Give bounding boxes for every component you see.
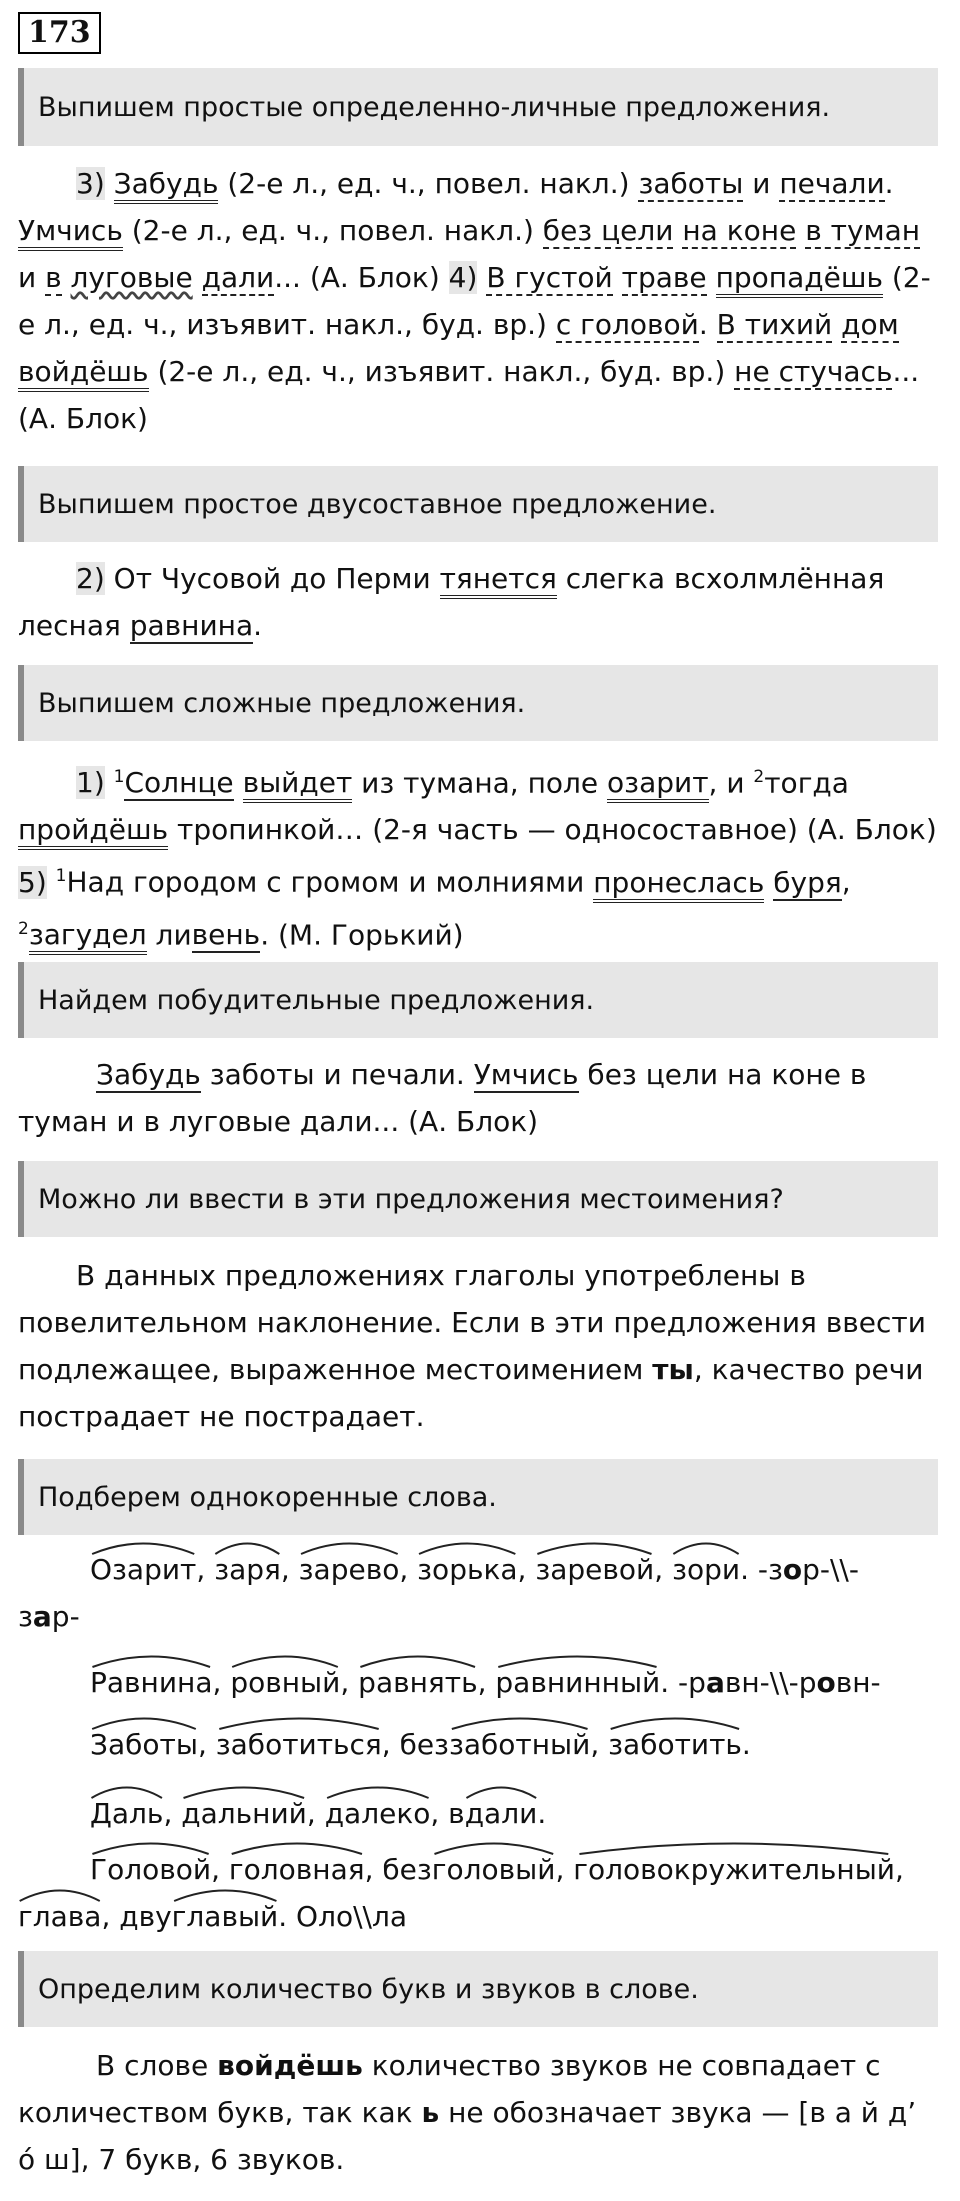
text: , xyxy=(163,1797,182,1830)
adverbial: с головой xyxy=(555,308,699,341)
number-marker: 1) xyxy=(76,766,105,800)
root-arc-icon xyxy=(214,1539,281,1555)
root-vowel: а xyxy=(705,1666,725,1699)
root-word: головый xyxy=(432,1853,556,1886)
clause-index: 1 xyxy=(113,767,125,787)
root-arc-icon xyxy=(229,1839,365,1855)
target-word: войдёшь xyxy=(217,2049,363,2082)
predicate: тянется xyxy=(440,562,557,599)
adverbial: В густой xyxy=(486,261,613,294)
text: . Оло\\ла xyxy=(278,1900,408,1933)
text: , xyxy=(590,1728,609,1761)
task-number: 173 xyxy=(18,12,101,54)
text: , xyxy=(517,1553,536,1586)
clause-index: 2 xyxy=(753,767,765,787)
root-arc-icon xyxy=(417,1539,517,1555)
text xyxy=(796,214,805,247)
text: ли xyxy=(155,917,192,951)
predicate: пронеслась xyxy=(593,866,764,903)
text: , дву xyxy=(101,1900,172,1933)
text: з xyxy=(18,1600,33,1633)
text: , xyxy=(211,1853,229,1886)
text: ... (А. Блок) xyxy=(274,261,449,294)
root-word: Равнина xyxy=(90,1666,213,1699)
text: р- xyxy=(51,1600,80,1633)
text xyxy=(613,261,622,294)
clause-index: 2 xyxy=(18,918,29,939)
adverbial: дали xyxy=(201,261,275,294)
root-arc-icon xyxy=(172,1886,279,1902)
subject: вень xyxy=(191,917,261,951)
text: . xyxy=(698,308,717,341)
text xyxy=(47,866,56,899)
attribute: луговые xyxy=(70,261,193,294)
text: и xyxy=(743,167,780,200)
adverbial: в туман xyxy=(805,214,921,247)
root-arc-icon xyxy=(90,1714,198,1730)
predicate: озарит xyxy=(607,766,708,803)
text: , xyxy=(306,1797,325,1830)
root-arc-icon xyxy=(181,1783,307,1799)
grammar-note: (2-е л., ед. ч., повел. накл.) xyxy=(122,214,543,247)
section-heading-7 xyxy=(18,1951,938,2027)
root-arc-icon xyxy=(495,1652,660,1668)
text xyxy=(764,866,773,899)
text: , качество речи пострадает не пострадает. xyxy=(18,1353,924,1433)
text: . xyxy=(253,609,263,642)
heading-text: Подберем однокоренные слова. xyxy=(38,1481,497,1513)
text: . (М. Горький) xyxy=(260,917,464,951)
text: . xyxy=(741,1728,751,1761)
predicate: выйдет xyxy=(243,766,353,803)
text: , xyxy=(340,1666,359,1699)
text: , xyxy=(196,1553,215,1586)
text: количество звуков не совпадает с количеством букв, так как xyxy=(18,2049,881,2129)
root-arc-icon xyxy=(90,1839,211,1855)
paragraph-letters-sounds xyxy=(18,2042,942,2183)
root-arc-icon xyxy=(90,1783,163,1799)
section-heading-5 xyxy=(18,1161,938,1237)
text: , xyxy=(555,1853,574,1886)
root-word: равнять xyxy=(358,1666,477,1699)
text: , xyxy=(477,1666,496,1699)
root-word: заря xyxy=(214,1553,281,1586)
text: , xyxy=(841,865,851,899)
text xyxy=(832,308,841,341)
number-marker: 2) xyxy=(76,562,105,595)
word-line-6 xyxy=(18,1900,407,1933)
subject: буря xyxy=(773,865,842,899)
heading-text: Выпишем простые определенно-личные предложения. xyxy=(38,91,831,123)
object: печали xyxy=(779,167,885,200)
root-arc-icon xyxy=(325,1783,431,1799)
text: не обозначает звука — [в а й д’ о́ ш], 7 букв, 6 звуков. xyxy=(18,2096,917,2176)
text: , в xyxy=(430,1797,465,1830)
predicate: Забудь xyxy=(114,167,219,204)
root-word: глава xyxy=(18,1900,101,1933)
root-arc-icon xyxy=(608,1714,742,1730)
paragraph-definite-personal xyxy=(18,160,942,442)
soft-sign: ь xyxy=(421,2096,440,2129)
text: , и xyxy=(708,766,754,800)
subject: равнина xyxy=(129,609,254,642)
root-arc-icon xyxy=(432,1839,556,1855)
root-vowel: а xyxy=(32,1600,52,1633)
text: ... (А. Блок) xyxy=(18,355,920,435)
section-heading-2 xyxy=(18,466,938,542)
root-vowel: о xyxy=(782,1553,803,1586)
text: , xyxy=(197,1728,216,1761)
grammar-note: (2-е л., ед. ч., изъявит. накл., буд. вр.) xyxy=(148,355,735,388)
predicate: Умчись xyxy=(18,214,123,251)
text: слегка всхолмлённая лесная xyxy=(18,562,885,642)
predicate: пропадёшь xyxy=(716,261,883,298)
heading-text: Найдем побудительные предложения. xyxy=(38,984,595,1016)
root-vowel: о xyxy=(816,1666,836,1699)
adverbial: на коне xyxy=(682,214,797,247)
section-heading-1 xyxy=(18,68,938,146)
root-word: дальний xyxy=(181,1797,307,1830)
root-word: Заботы xyxy=(90,1728,198,1761)
root-arc-icon xyxy=(216,1714,382,1730)
paragraph-imperative xyxy=(18,1051,942,1145)
heading-text: Выпишем сложные предложения. xyxy=(38,687,526,719)
root-word: головокружительный xyxy=(573,1853,895,1886)
text: р-\\- xyxy=(802,1553,859,1586)
object: заботы xyxy=(638,167,744,200)
number-marker: 5) xyxy=(18,865,47,899)
adverbial: в xyxy=(45,261,62,294)
root-word: ровный xyxy=(230,1666,340,1699)
root-word: заревой xyxy=(535,1553,654,1586)
adverbial: В тихий xyxy=(716,308,833,341)
adverbial: без цели xyxy=(542,214,674,247)
root-word: главый xyxy=(172,1900,279,1933)
text: В слове xyxy=(96,2049,218,2082)
text: Над городом с громом и молниями xyxy=(66,865,594,899)
root-word: головная xyxy=(229,1853,365,1886)
predicate: пройдёшь xyxy=(18,813,168,850)
text: , без xyxy=(381,1728,449,1761)
paragraph-complex xyxy=(18,754,942,958)
text: . xyxy=(537,1797,547,1830)
root-arc-icon xyxy=(535,1539,654,1555)
text xyxy=(234,766,243,799)
text xyxy=(477,261,486,294)
word-line-5 xyxy=(90,1853,904,1886)
predicate: Умчись xyxy=(473,1058,579,1091)
text: из тумана, поле xyxy=(352,766,608,800)
grammar-note: (2-е л., ед. ч., изъявит. накл., буд. вр.) xyxy=(18,261,931,341)
text: тогда xyxy=(764,766,849,800)
root-word: Озарит xyxy=(90,1553,196,1586)
text: От Чусовой до Перми xyxy=(104,562,440,595)
predicate: загудел xyxy=(29,918,147,955)
root-arc-icon xyxy=(230,1652,340,1668)
text: заботы и печали. xyxy=(200,1058,474,1091)
root-word: заботить xyxy=(608,1728,742,1761)
root-word: зори xyxy=(672,1553,740,1586)
text xyxy=(147,918,156,951)
root-word: Даль xyxy=(90,1797,163,1830)
word-line-1 xyxy=(90,1553,859,1586)
root-arc-icon xyxy=(358,1652,477,1668)
text: . xyxy=(884,167,894,200)
subject: Солнце xyxy=(124,766,234,800)
word-line-1b xyxy=(18,1600,80,1633)
root-word: зарево xyxy=(299,1553,400,1586)
root-arc-icon xyxy=(90,1652,213,1668)
grammar-note: (2-е л., ед. ч., повел. накл.) xyxy=(218,167,639,200)
heading-text: Выпишем простое двусоставное предложение. xyxy=(38,488,717,520)
predicate: войдёшь xyxy=(18,355,149,392)
root-arc-icon xyxy=(672,1539,740,1555)
word-line-4 xyxy=(90,1797,546,1830)
text: , xyxy=(654,1553,673,1586)
text: , xyxy=(212,1666,231,1699)
text xyxy=(707,261,716,294)
adverbial: траве xyxy=(621,261,707,294)
text: . -р xyxy=(660,1666,706,1699)
root-word: далеко xyxy=(325,1797,431,1830)
root-word: зорька xyxy=(417,1553,517,1586)
text: , xyxy=(280,1553,299,1586)
paragraph-two-part xyxy=(18,555,942,649)
text: тропинкой… (2-я часть — односоставное) (А. Блок) xyxy=(168,813,937,847)
text: , без xyxy=(364,1853,432,1886)
root-word: Головой xyxy=(90,1853,211,1886)
root-arc-icon xyxy=(449,1714,590,1730)
root-word: заботиться xyxy=(216,1728,382,1761)
root-arc-icon xyxy=(90,1539,196,1555)
section-heading-4 xyxy=(18,962,938,1038)
text: вн-\\-р xyxy=(724,1666,817,1699)
text: . -з xyxy=(740,1553,783,1586)
text: В данных предложениях глаголы употреблены в повелительном наклонение. Если в эти предложения ввести подлежащее, выраженное местоимением xyxy=(18,1259,926,1386)
root-arc-icon xyxy=(465,1783,538,1799)
text xyxy=(62,261,71,294)
root-arc-icon xyxy=(299,1539,400,1555)
number-marker: 3) xyxy=(76,167,105,200)
word-line-2 xyxy=(90,1666,881,1699)
section-heading-6 xyxy=(18,1459,938,1535)
word-line-3 xyxy=(90,1728,751,1761)
paragraph-pronouns xyxy=(18,1252,942,1440)
heading-text: Можно ли ввести в эти предложения местоимения? xyxy=(38,1183,784,1215)
text: , xyxy=(399,1553,418,1586)
text: без цели на коне в туман и в луговые дали... (А. Блок) xyxy=(18,1058,867,1138)
section-heading-3 xyxy=(18,665,938,741)
clause-index: 1 xyxy=(55,866,67,887)
adverbial: дом xyxy=(841,308,899,341)
text: и xyxy=(18,261,46,294)
text: , xyxy=(895,1853,904,1886)
root-word: заботный xyxy=(449,1728,590,1761)
text: вн- xyxy=(835,1666,881,1699)
root-arc-icon xyxy=(573,1839,895,1855)
heading-text: Определим количество букв и звуков в слове. xyxy=(38,1973,699,2005)
root-word: дали xyxy=(465,1797,538,1830)
pronoun: ты xyxy=(652,1353,694,1386)
adverbial: не стучась xyxy=(734,355,893,388)
root-arc-icon xyxy=(18,1886,101,1902)
text xyxy=(193,261,202,294)
number-marker: 4) xyxy=(448,261,478,294)
predicate: Забудь xyxy=(96,1058,201,1091)
root-word: равнинный xyxy=(495,1666,660,1699)
